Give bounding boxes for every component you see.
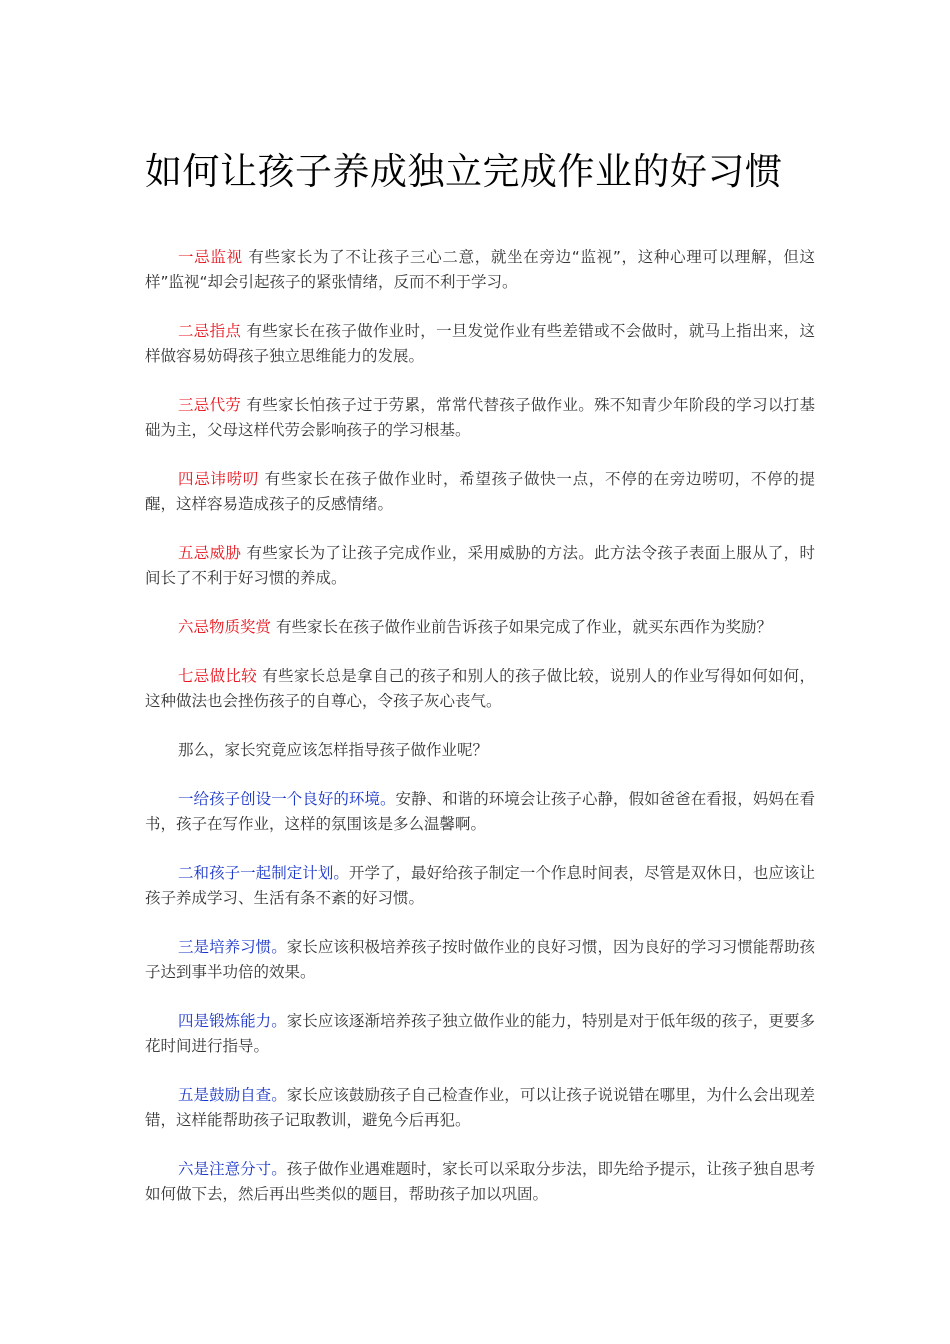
dont-heading: 五忌威胁 — [178, 544, 242, 562]
do-text: 孩子做作业遇难题时，家长可以采取分步法，即先给予提示，让孩子独自思考如何做下去，然后再出些类似的题目，帮助孩子加以巩固。 — [145, 1160, 815, 1203]
dont-heading: 一忌监视 — [178, 248, 243, 266]
dont-item-3 — [145, 393, 815, 443]
dont-heading: 四忌讳唠叨 — [178, 470, 260, 488]
dont-heading: 二忌指点 — [178, 322, 242, 340]
dont-item-7 — [145, 664, 815, 714]
do-heading: 四是锻炼能力。 — [178, 1012, 287, 1030]
dont-item-1 — [145, 245, 815, 295]
article-body — [145, 245, 815, 1231]
dont-text: 有些家长总是拿自己的孩子和别人的孩子做比较，说别人的作业写得如何如何，这种做法也会挫伤孩子的自尊心，令孩子灰心丧气。 — [145, 667, 815, 710]
dont-heading: 六忌物质奖赏 — [178, 618, 272, 636]
dont-item-2 — [145, 319, 815, 369]
do-text: 安静、和谐的环境会让孩子心静，假如爸爸在看报，妈妈在看书，孩子在写作业，这样的氛围该是多么温馨啊。 — [145, 790, 815, 833]
do-heading: 二和孩子一起制定计划。 — [178, 864, 349, 882]
do-item-6 — [145, 1157, 815, 1207]
do-heading: 三是培养习惯。 — [178, 938, 287, 956]
dont-text: 有些家长怕孩子过于劳累，常常代替孩子做作业。殊不知青少年阶段的学习以打基础为主，父母这样代劳会影响孩子的学习根基。 — [145, 396, 815, 439]
do-heading: 六是注意分寸。 — [178, 1160, 287, 1178]
do-item-5 — [145, 1083, 815, 1133]
page-title: 如何让孩子养成独立完成作业的好习惯 — [145, 150, 783, 193]
do-heading: 一给孩子创设一个良好的环境。 — [178, 790, 396, 808]
dont-text: 有些家长在孩子做作业前告诉孩子如果完成了作业，就买东西作为奖励？ — [275, 618, 772, 636]
dont-item-5 — [145, 541, 815, 591]
do-text: 家长应该逐渐培养孩子独立做作业的能力，特别是对于低年级的孩子，更要多花时间进行指导。 — [145, 1012, 815, 1055]
do-text: 家长应该鼓励孩子自己检查作业，可以让孩子说说错在哪里，为什么会出现差错，这样能帮助孩子记取教训，避免今后再犯。 — [145, 1086, 815, 1129]
dont-item-6 — [145, 615, 815, 640]
dont-text: 有些家长在孩子做作业时，希望孩子做快一点，不停的在旁边唠叨，不停的提醒，这样容易造成孩子的反感情绪。 — [145, 470, 815, 513]
do-text: 家长应该积极培养孩子按时做作业的良好习惯，因为良好的学习习惯能帮助孩子达到事半功倍的效果。 — [145, 938, 815, 981]
dont-text: 有些家长在孩子做作业时，一旦发觉作业有些差错或不会做时，就马上指出来，这样做容易妨碍孩子独立思维能力的发展。 — [145, 322, 815, 365]
dont-heading: 七忌做比较 — [178, 667, 258, 685]
do-item-2 — [145, 861, 815, 911]
do-item-4 — [145, 1009, 815, 1059]
dont-text: 有些家长为了让孩子完成作业，采用威胁的方法。此方法令孩子表面上服从了，时间长了不利于好习惯的养成。 — [145, 544, 815, 587]
dont-text: 有些家长为了不让孩子三心二意，就坐在旁边“监视”，这种心理可以理解，但这样”监视“却会引起孩子的紧张情绪，反而不利于学习。 — [145, 248, 815, 291]
dont-heading: 三忌代劳 — [178, 396, 242, 414]
do-text: 开学了，最好给孩子制定一个作息时间表，尽管是双休日，也应该让孩子养成学习、生活有条不紊的好习惯。 — [145, 864, 815, 907]
do-item-1 — [145, 787, 815, 837]
do-item-3 — [145, 935, 815, 985]
do-heading: 五是鼓励自查。 — [178, 1086, 287, 1104]
dont-item-4 — [145, 467, 815, 517]
transition-paragraph: 那么，家长究竟应该怎样指导孩子做作业呢？ — [178, 741, 489, 759]
